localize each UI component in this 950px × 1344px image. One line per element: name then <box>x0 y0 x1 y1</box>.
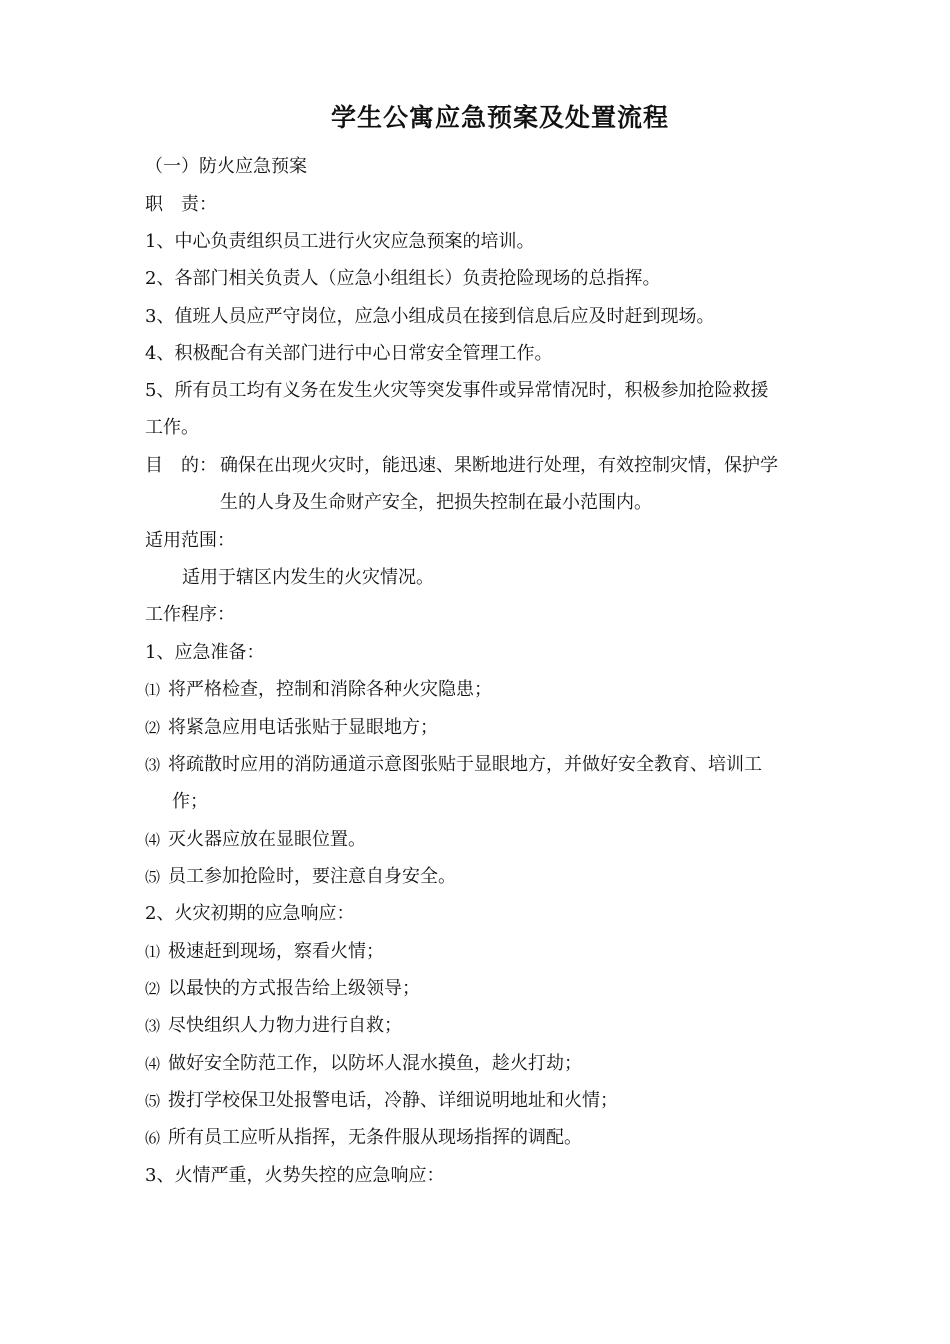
step-heading: 1、应急准备： <box>145 642 265 663</box>
item-text: 将严格检查，控制和消除各种火灾隐患； <box>168 679 493 700</box>
scope-label: 适用范围： <box>145 530 235 551</box>
list-item <box>145 826 366 854</box>
item-number: ⑵ <box>145 719 161 737</box>
list-item <box>145 938 384 966</box>
list-item <box>145 714 438 742</box>
item-text: 灭火器应放在显眼位置。 <box>168 829 367 850</box>
item-text: 将疏散时应用的消防通道示意图张贴于显眼地方，并做好安全教育、培训工 <box>168 754 763 775</box>
item-text: 拨打学校保卫处报警电话，冷静、详细说明地址和火情； <box>168 1090 619 1111</box>
section-heading: （一）防火应急预案 <box>145 156 307 177</box>
list-item <box>145 676 492 704</box>
document-title: 学生公寓应急预案及处置流程 <box>330 103 669 132</box>
duty-item: 1、中心负责组织员工进行火灾应急预案的培训。 <box>145 231 535 252</box>
procedure-label: 工作程序： <box>145 604 235 625</box>
item-text: 极速赶到现场，察看火情； <box>168 941 385 962</box>
purpose-text-continuation: 生的人身及生命财产安全，把损失控制在最小范围内。 <box>220 492 652 513</box>
item-text: 以最快的方式报告给上级领导； <box>168 978 421 999</box>
item-text: 作； <box>172 791 208 812</box>
item-text: 所有员工应听从指挥，无条件服从现场指挥的调配。 <box>168 1127 583 1148</box>
list-item <box>145 1087 618 1115</box>
list-item-continuation <box>172 788 208 816</box>
item-number: ⑸ <box>145 1092 161 1110</box>
duty-item-continuation: 工作。 <box>145 417 199 438</box>
purpose-text: 确保在出现火灾时，能迅速、果断地进行处理，有效控制灾情，保护学 <box>220 455 778 476</box>
purpose-label: 目 的： <box>145 455 217 476</box>
step-heading: 2、火灾初期的应急响应： <box>145 903 355 924</box>
item-text: 员工参加抢险时，要注意自身安全。 <box>168 866 457 887</box>
list-item <box>145 1050 582 1078</box>
list-item <box>145 1124 582 1152</box>
list-item <box>145 863 456 891</box>
item-number: ⑵ <box>145 980 161 998</box>
duty-item: 2、各部门相关负责人（应急小组组长）负责抢险现场的总指挥。 <box>145 268 661 289</box>
item-text: 将紧急应用电话张贴于显眼地方； <box>168 717 439 738</box>
duty-item: 3、值班人员应严守岗位，应急小组成员在接到信息后应及时赶到现场。 <box>145 306 715 327</box>
duty-item: 4、积极配合有关部门进行中心日常安全管理工作。 <box>145 343 553 364</box>
item-number: ⑸ <box>145 868 161 886</box>
scope-text: 适用于辖区内发生的火灾情况。 <box>182 567 434 588</box>
item-text: 做好安全防范工作，以防坏人混水摸鱼，趁火打劫； <box>168 1053 583 1074</box>
item-number: ⑷ <box>145 831 161 849</box>
list-item <box>145 751 762 779</box>
item-number: ⑴ <box>145 943 161 961</box>
item-number: ⑷ <box>145 1055 161 1073</box>
item-number: ⑹ <box>145 1129 161 1147</box>
duty-label: 职 责： <box>145 194 217 215</box>
item-text: 尽快组织人力物力进行自救； <box>168 1015 403 1036</box>
list-item <box>145 975 420 1003</box>
duty-item: 5、所有员工均有义务在发生火灾等突发事件或异常情况时，积极参加抢险救援 <box>145 380 769 401</box>
item-number: ⑴ <box>145 681 161 699</box>
item-number: ⑶ <box>145 756 161 774</box>
list-item <box>145 1012 402 1040</box>
step-heading: 3、火情严重，火势失控的应急响应： <box>145 1165 445 1186</box>
item-number: ⑶ <box>145 1017 161 1035</box>
